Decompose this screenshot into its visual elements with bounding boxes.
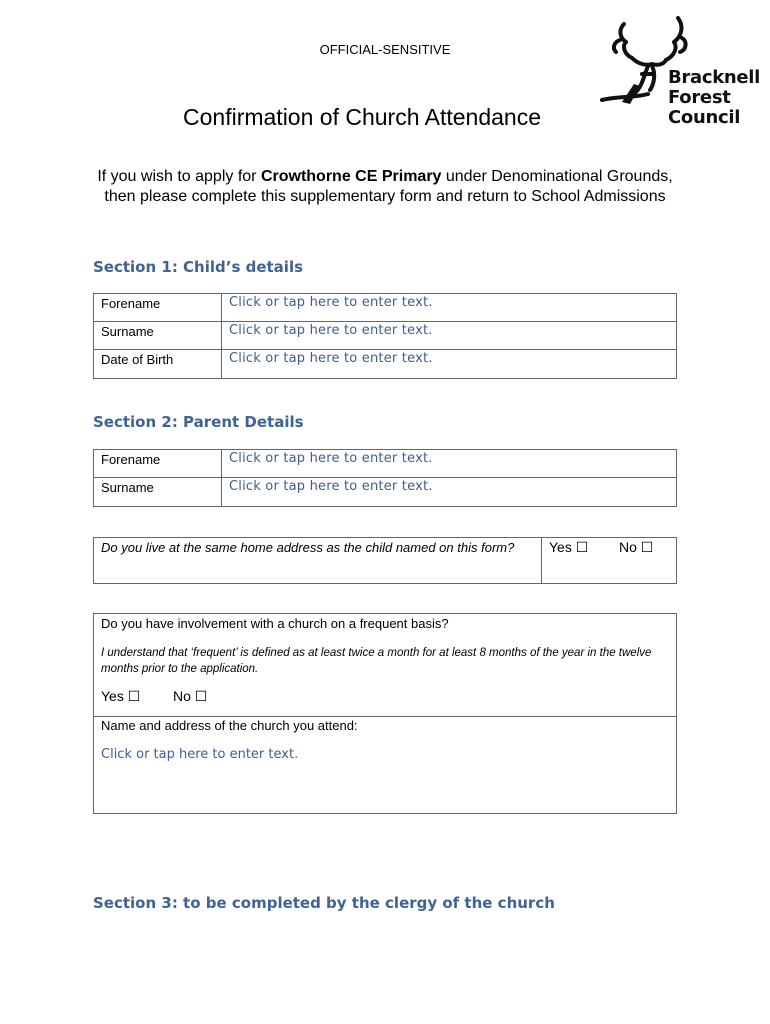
parent-surname-input[interactable]: Click or tap here to enter text.: [222, 478, 677, 507]
church-question-box: [93, 613, 677, 717]
child-surname-input[interactable]: Click or tap here to enter text.: [222, 322, 677, 350]
parent-details-table: [93, 449, 677, 507]
table-row: [94, 478, 677, 507]
council-logo: [598, 14, 761, 136]
page-title: Confirmation of Church Attendance: [183, 104, 541, 130]
table-row: [94, 350, 677, 379]
surname-label: Surname: [94, 322, 222, 350]
child-forename-input[interactable]: Click or tap here to enter text.: [222, 294, 677, 322]
church-name-box: [93, 716, 677, 814]
address-answer-cell: [542, 538, 677, 584]
intro-before: If you wish to apply for: [97, 168, 261, 185]
forename-label: Forename: [94, 294, 222, 322]
intro-after: under Denominational Grounds, then please complete this supplementary form and return to School Admissions: [104, 168, 673, 205]
logo-line: Forest: [668, 87, 731, 108]
forename-label: Forename: [94, 450, 222, 478]
dob-label: Date of Birth: [94, 350, 222, 379]
address-yes-checkbox[interactable]: Yes ☐: [549, 539, 589, 555]
section3-heading: Section 3: to be completed by the clergy of the church: [93, 894, 555, 912]
section2-heading: Section 2: Parent Details: [93, 413, 304, 431]
child-dob-input[interactable]: Click or tap here to enter text.: [222, 350, 677, 379]
surname-label: Surname: [94, 478, 222, 507]
frequency-note: I understand that ‘frequent’ is defined as at least twice a month for at least 8 months of the year in the twelve months prior to the application.: [101, 647, 652, 675]
child-details-table: [93, 293, 677, 379]
address-question-table: [93, 537, 677, 584]
council-name: [668, 68, 760, 128]
table-row: [94, 294, 677, 322]
address-no-checkbox[interactable]: No ☐: [619, 539, 654, 555]
church-name-input[interactable]: Click or tap here to enter text.: [101, 747, 299, 762]
church-no-checkbox[interactable]: No ☐: [173, 688, 208, 704]
parent-forename-input[interactable]: Click or tap here to enter text.: [222, 450, 677, 478]
table-row: [94, 322, 677, 350]
section1-heading: Section 1: Child’s details: [93, 258, 304, 276]
church-name-label: Name and address of the church you attend:: [101, 718, 358, 733]
church-question: Do you have involvement with a church on a frequent basis?: [101, 616, 449, 631]
church-yes-checkbox[interactable]: Yes ☐: [101, 688, 141, 704]
logo-line: Council: [668, 107, 741, 128]
table-row: [94, 450, 677, 478]
intro-school-name: Crowthorne CE Primary: [260, 168, 442, 185]
address-question: Do you live at the same home address as the child named on this form?: [94, 538, 542, 584]
logo-line: Bracknell: [668, 67, 761, 88]
classification-label: OFFICIAL-SENSITIVE: [319, 42, 451, 57]
intro-paragraph: [80, 167, 690, 206]
